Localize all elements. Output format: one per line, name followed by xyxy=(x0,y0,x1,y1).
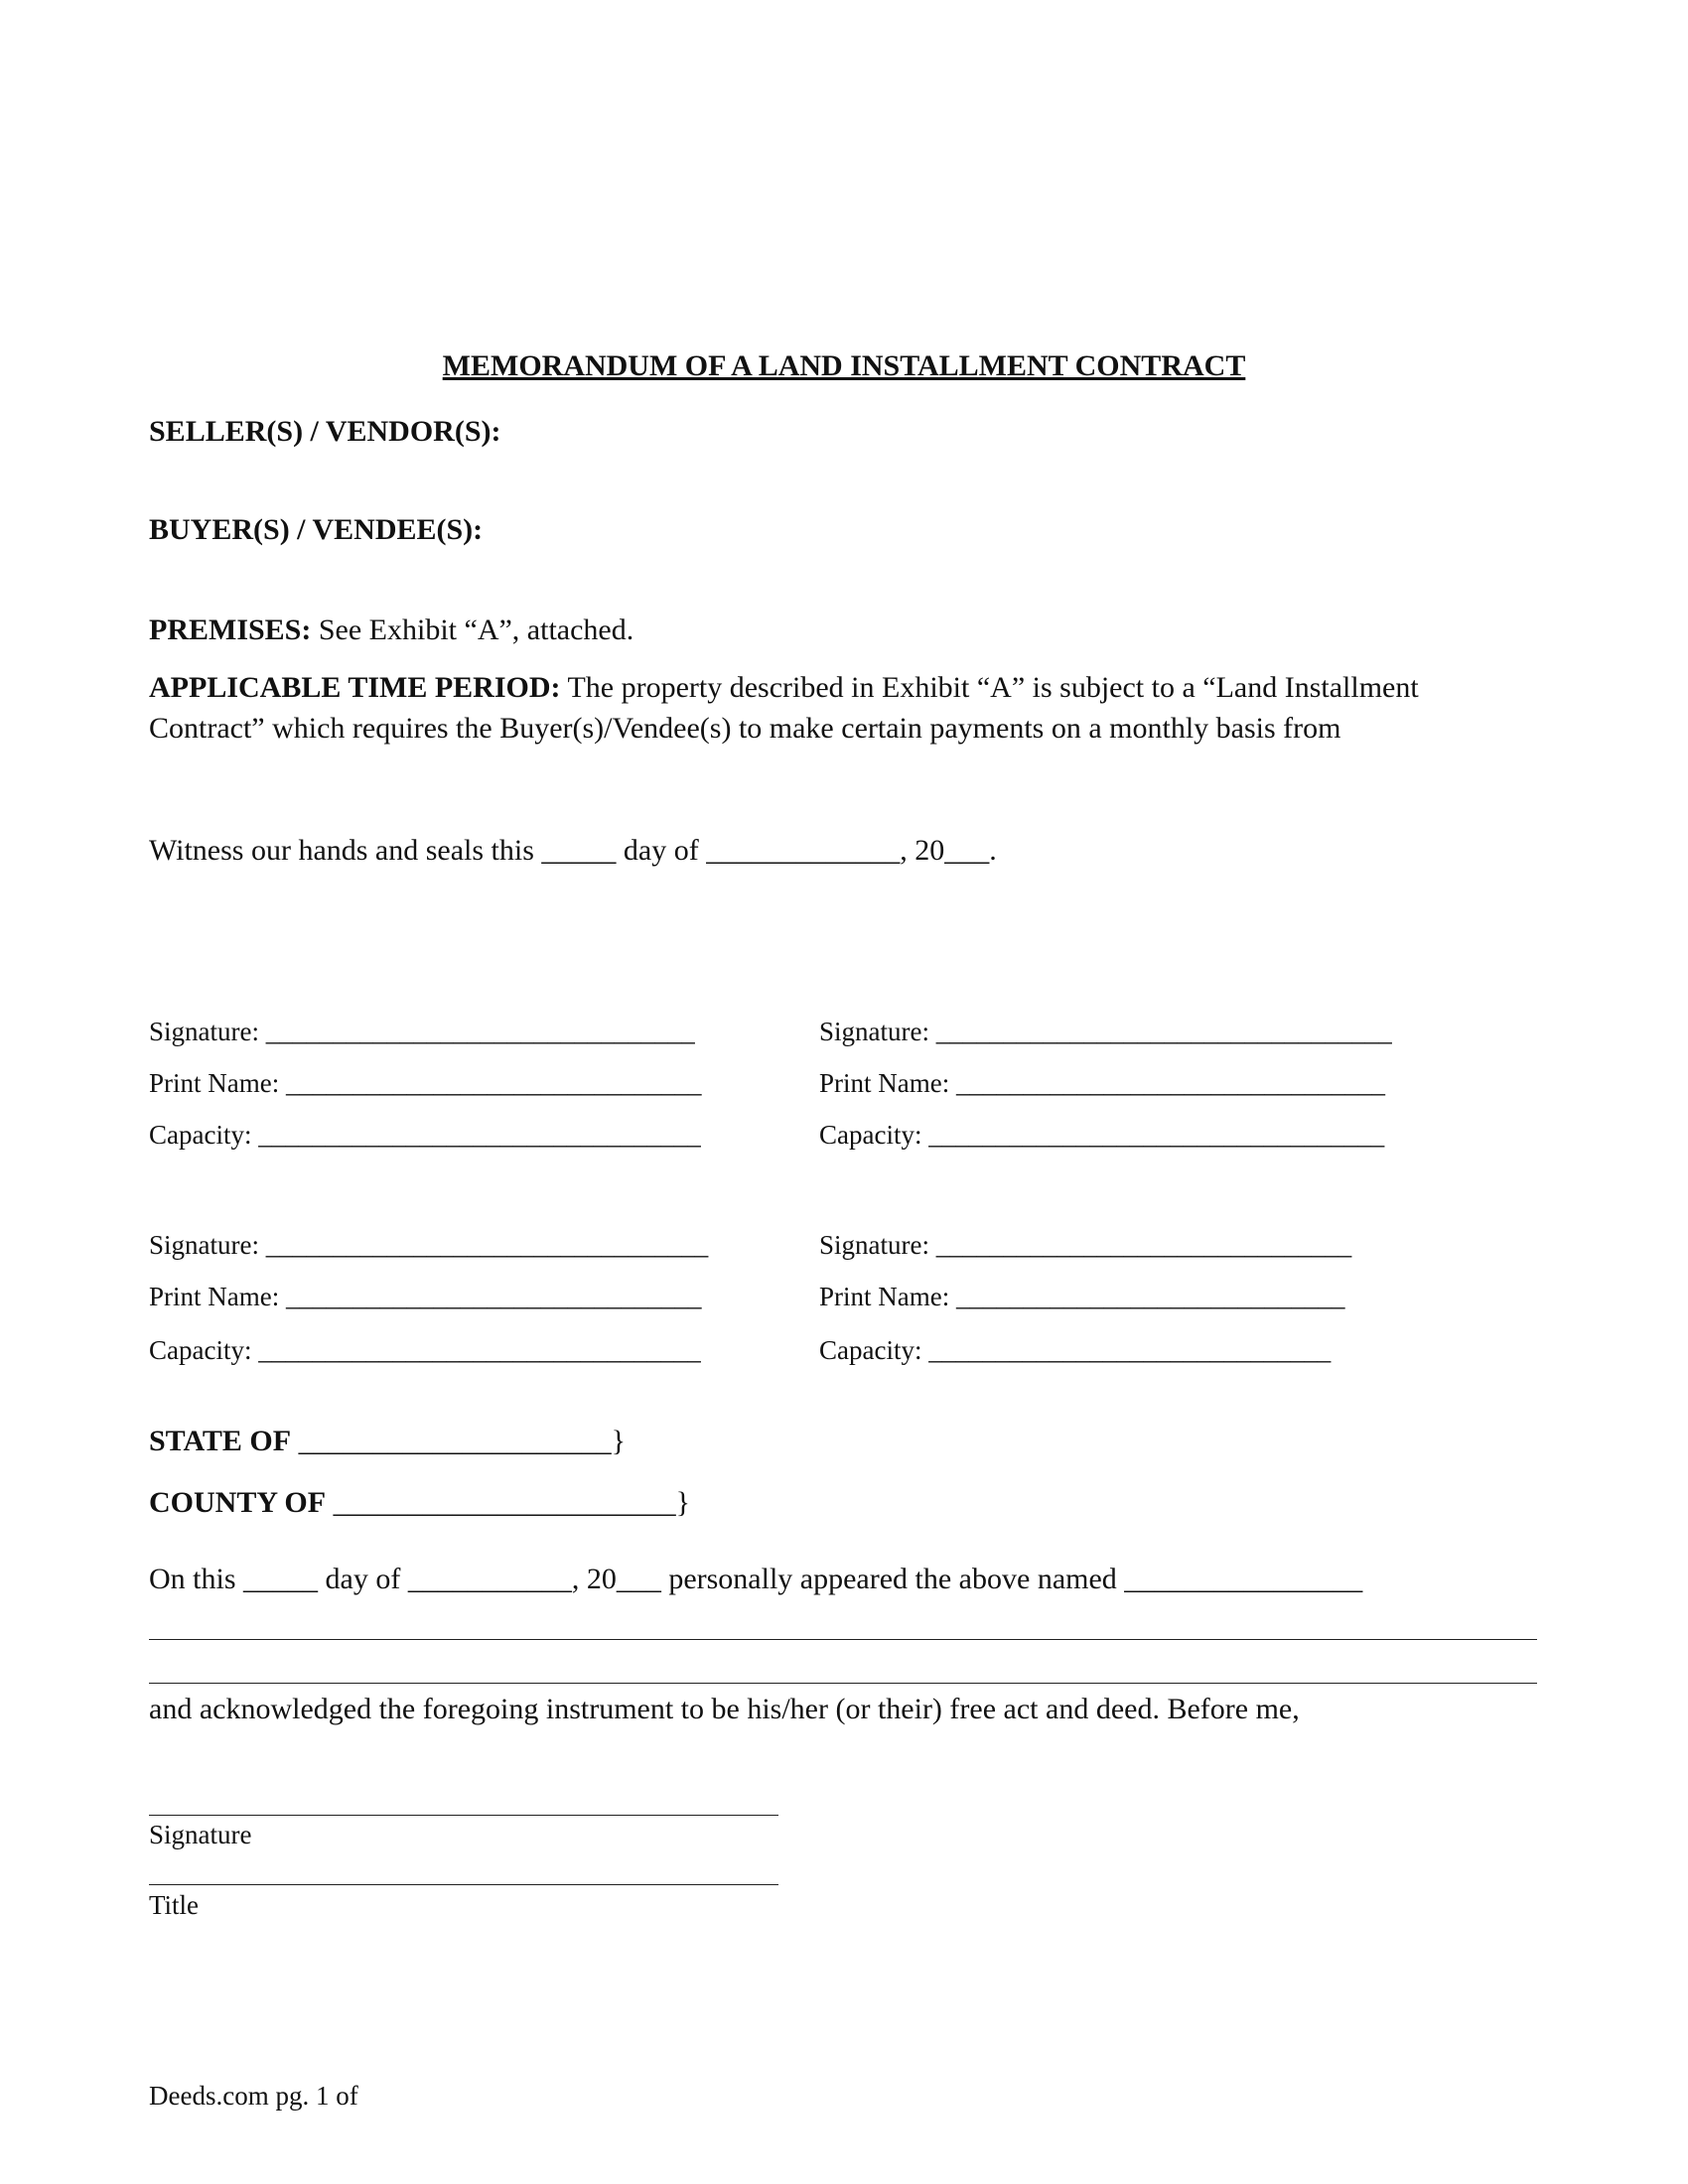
premises-label: PREMISES: xyxy=(149,614,312,646)
signature-field: Signature: _______________________________ xyxy=(819,1230,1352,1260)
premises-text: See Exhibit “A”, attached. xyxy=(318,614,634,646)
capacity-field: Capacity: _________________________________ xyxy=(149,1120,701,1150)
premises-line xyxy=(149,614,633,648)
witness-line: Witness our hands and seals this _____ day of _____________, 20___. xyxy=(149,834,997,867)
seller-label: SELLER(S) / VENDOR(S): xyxy=(149,415,501,448)
state-label: STATE OF xyxy=(149,1425,292,1457)
signature-field: Signature: __________________________________ xyxy=(819,1017,1392,1046)
signature-field: Signature: ________________________________ xyxy=(149,1017,695,1046)
print-name-field: Print Name: _______________________________ xyxy=(149,1282,702,1311)
blank-rule xyxy=(149,1639,1537,1640)
buyer-label: BUYER(S) / VENDEE(S): xyxy=(149,513,484,546)
print-name-field: Print Name: _____________________________ xyxy=(819,1282,1345,1311)
time-period-label: APPLICABLE TIME PERIOD: xyxy=(149,671,561,704)
time-period-text: The property described in Exhibit “A” is subject to a “Land Installment Contract” which requires the Buyer(s)/Vendee(s) to make certain payments on a monthly basis from xyxy=(149,671,1419,745)
notary-title-label: Title xyxy=(149,1890,200,1920)
on-this-line: On this _____ day of ___________, 20___ personally appeared the above named ________________ xyxy=(149,1563,1363,1595)
document-title: MEMORANDUM OF A LAND INSTALLMENT CONTRACT xyxy=(442,349,1246,382)
notary-title-rule xyxy=(149,1884,778,1885)
state-line xyxy=(149,1425,626,1459)
notary-signature-rule xyxy=(149,1815,778,1816)
capacity-field: Capacity: _________________________________ xyxy=(149,1335,701,1365)
acknowledgment-text: and acknowledged the foregoing instrument to be his/her (or their) free act and deed. Before me, xyxy=(149,1693,1300,1725)
print-name-field: Print Name: ________________________________ xyxy=(819,1068,1385,1098)
notary-signature-label: Signature xyxy=(149,1820,252,1849)
capacity-field: Capacity: __________________________________ xyxy=(819,1120,1385,1150)
signature-field: Signature: _________________________________ xyxy=(149,1230,709,1260)
county-blank: _______________________} xyxy=(333,1486,690,1519)
page-footer: Deeds.com pg. 1 of xyxy=(149,2081,358,2111)
print-name-field: Print Name: _______________________________ xyxy=(149,1068,702,1098)
time-period-paragraph xyxy=(149,667,1509,749)
state-blank: _____________________} xyxy=(298,1425,626,1457)
blank-rule xyxy=(149,1683,1537,1684)
capacity-field: Capacity: ______________________________ xyxy=(819,1335,1332,1365)
county-label: COUNTY OF xyxy=(149,1486,327,1519)
county-line xyxy=(149,1486,690,1521)
